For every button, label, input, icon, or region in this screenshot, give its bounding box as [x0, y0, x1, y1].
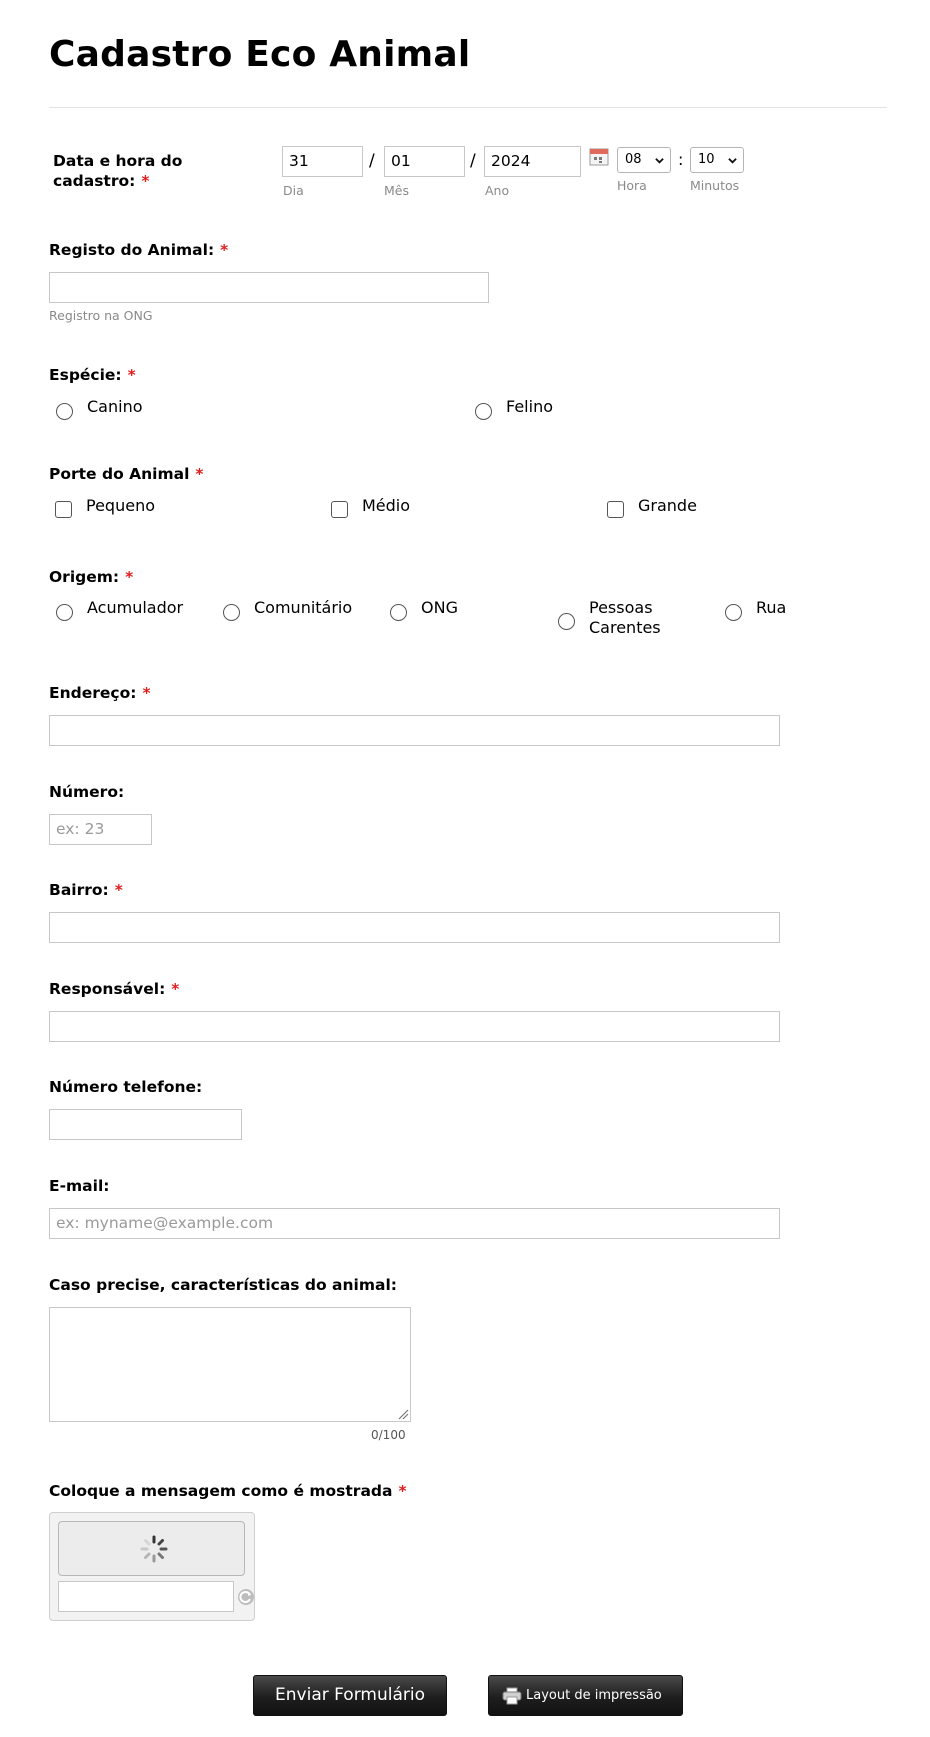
chevron-down-icon — [655, 156, 664, 165]
bairro-input[interactable] — [49, 912, 780, 943]
telefone-input[interactable] — [49, 1109, 242, 1140]
origem-option-label: Comunitário — [254, 598, 353, 617]
chevron-down-icon — [728, 156, 737, 165]
printer-icon — [502, 1687, 522, 1705]
telefone-label: Número telefone: — [49, 1078, 203, 1096]
calendar-icon[interactable] — [589, 148, 609, 166]
year-input[interactable]: 2024 — [484, 146, 581, 177]
datetime-label-line1: Data e hora do — [53, 152, 183, 170]
reload-icon[interactable] — [236, 1587, 256, 1607]
especie-radio-felino[interactable] — [475, 403, 492, 420]
year-sublabel: Ano — [485, 183, 510, 198]
numero-input[interactable]: ex: 23 — [49, 814, 152, 845]
porte-label — [49, 464, 204, 484]
print-layout-label: Layout de impressão — [526, 1688, 662, 1703]
registro-label-text: Registo do Animal: — [49, 241, 215, 259]
email-input[interactable]: ex: myname@example.com — [49, 1208, 780, 1239]
especie-label — [49, 365, 136, 385]
hour-select[interactable] — [617, 147, 671, 173]
hour-sublabel: Hora — [617, 178, 647, 193]
hour-value: 08 — [625, 152, 642, 167]
registro-label — [49, 240, 228, 260]
day-sublabel: Dia — [283, 183, 304, 198]
porte-option-label: Pequeno — [86, 496, 155, 515]
required-mark: * — [398, 1482, 407, 1500]
bairro-label-text: Bairro: — [49, 881, 109, 899]
datetime-label-line2: cadastro: — [53, 172, 136, 190]
caracteristicas-label: Caso precise, características do animal: — [49, 1276, 397, 1294]
required-mark: * — [127, 366, 136, 384]
required-mark: * — [141, 172, 150, 190]
minutes-select[interactable] — [690, 147, 744, 173]
month-input[interactable]: 01 — [384, 146, 465, 177]
captcha-label — [49, 1481, 407, 1501]
responsavel-label — [49, 979, 179, 999]
required-mark: * — [125, 568, 134, 586]
origem-radio-ong[interactable] — [390, 604, 407, 621]
porte-option-label: Médio — [362, 496, 411, 515]
origem-option-line: Carentes — [589, 618, 661, 637]
resize-handle-icon[interactable] — [397, 1408, 409, 1420]
month-sublabel: Mês — [384, 183, 409, 198]
origem-option-label: Rua — [756, 598, 787, 617]
caracteristicas-textarea[interactable] — [49, 1307, 411, 1422]
porte-checkbox-grande[interactable] — [607, 501, 624, 518]
origem-option-line: Pessoas — [589, 598, 653, 617]
especie-option-label: Felino — [506, 397, 553, 416]
especie-radio-canino[interactable] — [56, 403, 73, 420]
char-counter: 0/100 — [371, 1428, 406, 1442]
captcha-label-text: Coloque a mensagem como é mostrada — [49, 1482, 393, 1500]
page-title: Cadastro Eco Animal — [49, 34, 471, 75]
loading-spinner-icon — [139, 1534, 169, 1564]
day-input[interactable]: 31 — [282, 146, 363, 177]
print-layout-button[interactable] — [488, 1675, 683, 1716]
required-mark: * — [195, 465, 204, 483]
origem-option-label: Acumulador — [87, 598, 184, 617]
datetime-label — [53, 151, 182, 191]
email-label: E-mail: — [49, 1177, 110, 1195]
endereco-label — [49, 683, 151, 703]
endereco-label-text: Endereço: — [49, 684, 137, 702]
required-mark: * — [142, 684, 151, 702]
required-mark: * — [220, 241, 229, 259]
required-mark: * — [114, 881, 123, 899]
porte-checkbox-medio[interactable] — [331, 501, 348, 518]
registro-sublabel: Registro na ONG — [49, 308, 153, 323]
time-separator: : — [678, 150, 684, 169]
date-separator: / — [470, 151, 476, 171]
porte-option-label: Grande — [638, 496, 697, 515]
origem-option-label — [589, 598, 661, 638]
origem-radio-comunitario[interactable] — [223, 604, 240, 621]
porte-label-text: Porte do Animal — [49, 465, 190, 483]
submit-button[interactable]: Enviar Formulário — [253, 1675, 447, 1716]
minutes-value: 10 — [698, 152, 715, 167]
origem-label-text: Origem: — [49, 568, 120, 586]
title-divider — [49, 107, 887, 108]
responsavel-input[interactable] — [49, 1011, 780, 1042]
numero-label: Número: — [49, 783, 125, 801]
date-separator: / — [369, 151, 375, 171]
endereco-input[interactable] — [49, 715, 780, 746]
origem-radio-pessoas-carentes[interactable] — [558, 613, 575, 630]
porte-checkbox-pequeno[interactable] — [55, 501, 72, 518]
captcha-box — [49, 1512, 255, 1621]
origem-radio-acumulador[interactable] — [56, 604, 73, 621]
required-mark: * — [171, 980, 180, 998]
registro-input[interactable] — [49, 272, 489, 303]
responsavel-label-text: Responsável: — [49, 980, 166, 998]
captcha-input[interactable] — [58, 1581, 234, 1612]
origem-option-label: ONG — [421, 598, 458, 617]
origem-label — [49, 567, 133, 587]
captcha-image — [58, 1521, 245, 1576]
especie-option-label: Canino — [87, 397, 143, 416]
especie-label-text: Espécie: — [49, 366, 122, 384]
bairro-label — [49, 880, 123, 900]
origem-radio-rua[interactable] — [725, 604, 742, 621]
minutes-sublabel: Minutos — [690, 178, 740, 193]
